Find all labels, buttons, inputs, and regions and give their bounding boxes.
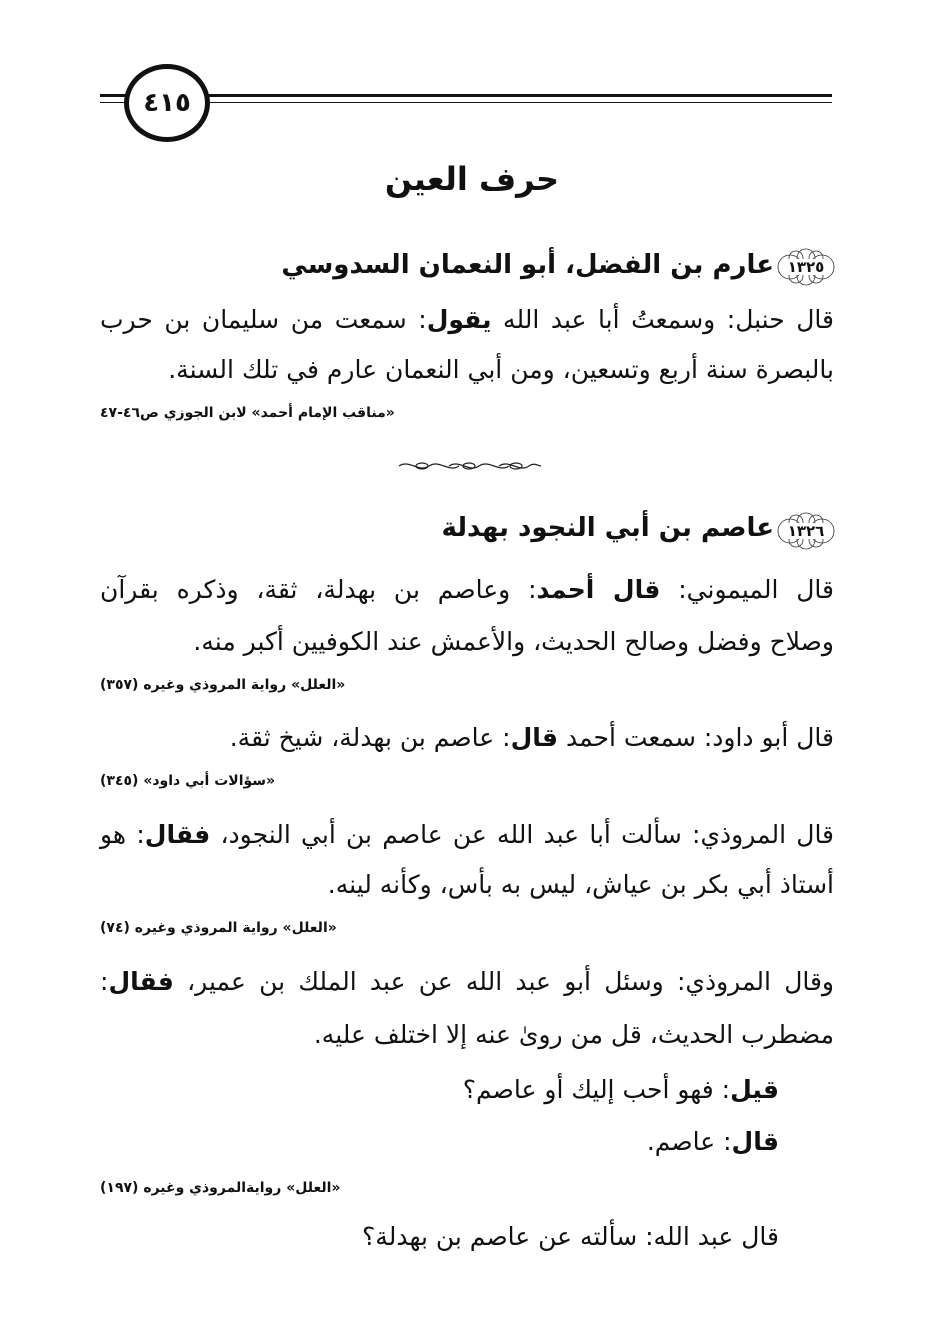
paragraph-line	[100, 967, 834, 996]
paragraph-line	[100, 575, 834, 604]
text-run: قال المروذي: سألت أبا عبد الله عن عاصم بن أبي النجود،	[210, 820, 835, 849]
chapter-title: حرف العين	[384, 160, 560, 198]
paragraph-line	[100, 820, 834, 849]
header-rule-left-thin	[100, 102, 126, 103]
page-number: ٤١٥	[143, 88, 191, 118]
header-rule-right	[208, 94, 832, 97]
paragraph-line: مضطرب الحديث، قل من روىٰ عنه إلا اختلف عليه.	[313, 1020, 834, 1049]
source-citation: «العلل» روايةالمروذي وغيره (١٩٧)	[100, 1180, 341, 1196]
text-run: قال الميموني:	[660, 575, 834, 604]
paragraph-line: وصلاح وفضل وصالح الحديث، والأعمش عند الكوفيين أكبر منه.	[193, 627, 834, 656]
entry-title: عاصم بن أبي النجود بهدلة	[441, 513, 774, 543]
answer-line	[100, 1127, 779, 1156]
question-text: : فهو أحب إليك أو عاصم؟	[462, 1075, 731, 1104]
entry-title: عارم بن الفضل، أبو النعمان السدوسي	[281, 250, 774, 280]
text-run: : سمعت من سليمان بن حرب	[100, 305, 427, 334]
header-rule-left	[100, 94, 126, 97]
text-run: وقال المروذي: وسئل أبو عبد الله عن عبد الملك بن عمير،	[173, 967, 834, 996]
entry-number: ١٣٢٦	[787, 522, 825, 540]
text-run: قال حنبل: وسمعتُ أبا عبد الله	[491, 305, 834, 334]
bold-text-run: فقال	[108, 967, 174, 996]
bold-text-run: فقال	[144, 820, 211, 849]
text-run: : وعاصم بن بهدلة، ثقة، وذكره بقرآن	[100, 575, 537, 604]
paragraph-line	[100, 723, 834, 752]
question-line	[100, 1075, 779, 1104]
header-rule-right-thin	[208, 102, 832, 103]
source-citation: «العلل» رواية المروذي وغيره (٧٤)	[100, 920, 337, 936]
paragraph-line: قال عبد الله: سألته عن عاصم بن بهدلة؟	[362, 1222, 779, 1251]
bold-text-run: قال أحمد	[536, 575, 661, 604]
question-label: قيل	[730, 1075, 779, 1104]
bold-text-run: قال	[510, 723, 559, 752]
divider-ornament-icon	[394, 457, 544, 475]
source-citation: «مناقب الإمام أحمد» لابن الجوزي ص٤٦-٤٧	[100, 405, 395, 421]
text-run: : هو	[100, 820, 145, 849]
source-citation: «العلل» رواية المروذي وغيره (٣٥٧)	[100, 677, 346, 693]
paragraph-line: بالبصرة سنة أربع وتسعين، ومن أبي النعمان عارم في تلك السنة.	[168, 355, 834, 384]
entry-number-badge	[776, 248, 836, 286]
answer-label: قال	[731, 1127, 779, 1156]
bold-text-run: يقول	[426, 305, 492, 334]
text-run: : عاصم بن بهدلة، شيخ ثقة.	[229, 723, 511, 752]
answer-text: : عاصم.	[646, 1127, 732, 1156]
source-citation: «سؤالات أبي داود» (٣٤٥)	[100, 773, 276, 789]
paragraph-line	[100, 305, 834, 334]
text-run: :	[100, 967, 109, 996]
text-run: قال أبو داود: سمعت أحمد	[558, 723, 834, 752]
entry-number: ١٣٢٥	[787, 258, 825, 276]
entry-number-badge	[776, 512, 836, 550]
paragraph-line: أستاذ أبي بكر بن عياش، ليس به بأس، وكأنه لينه.	[327, 870, 834, 899]
